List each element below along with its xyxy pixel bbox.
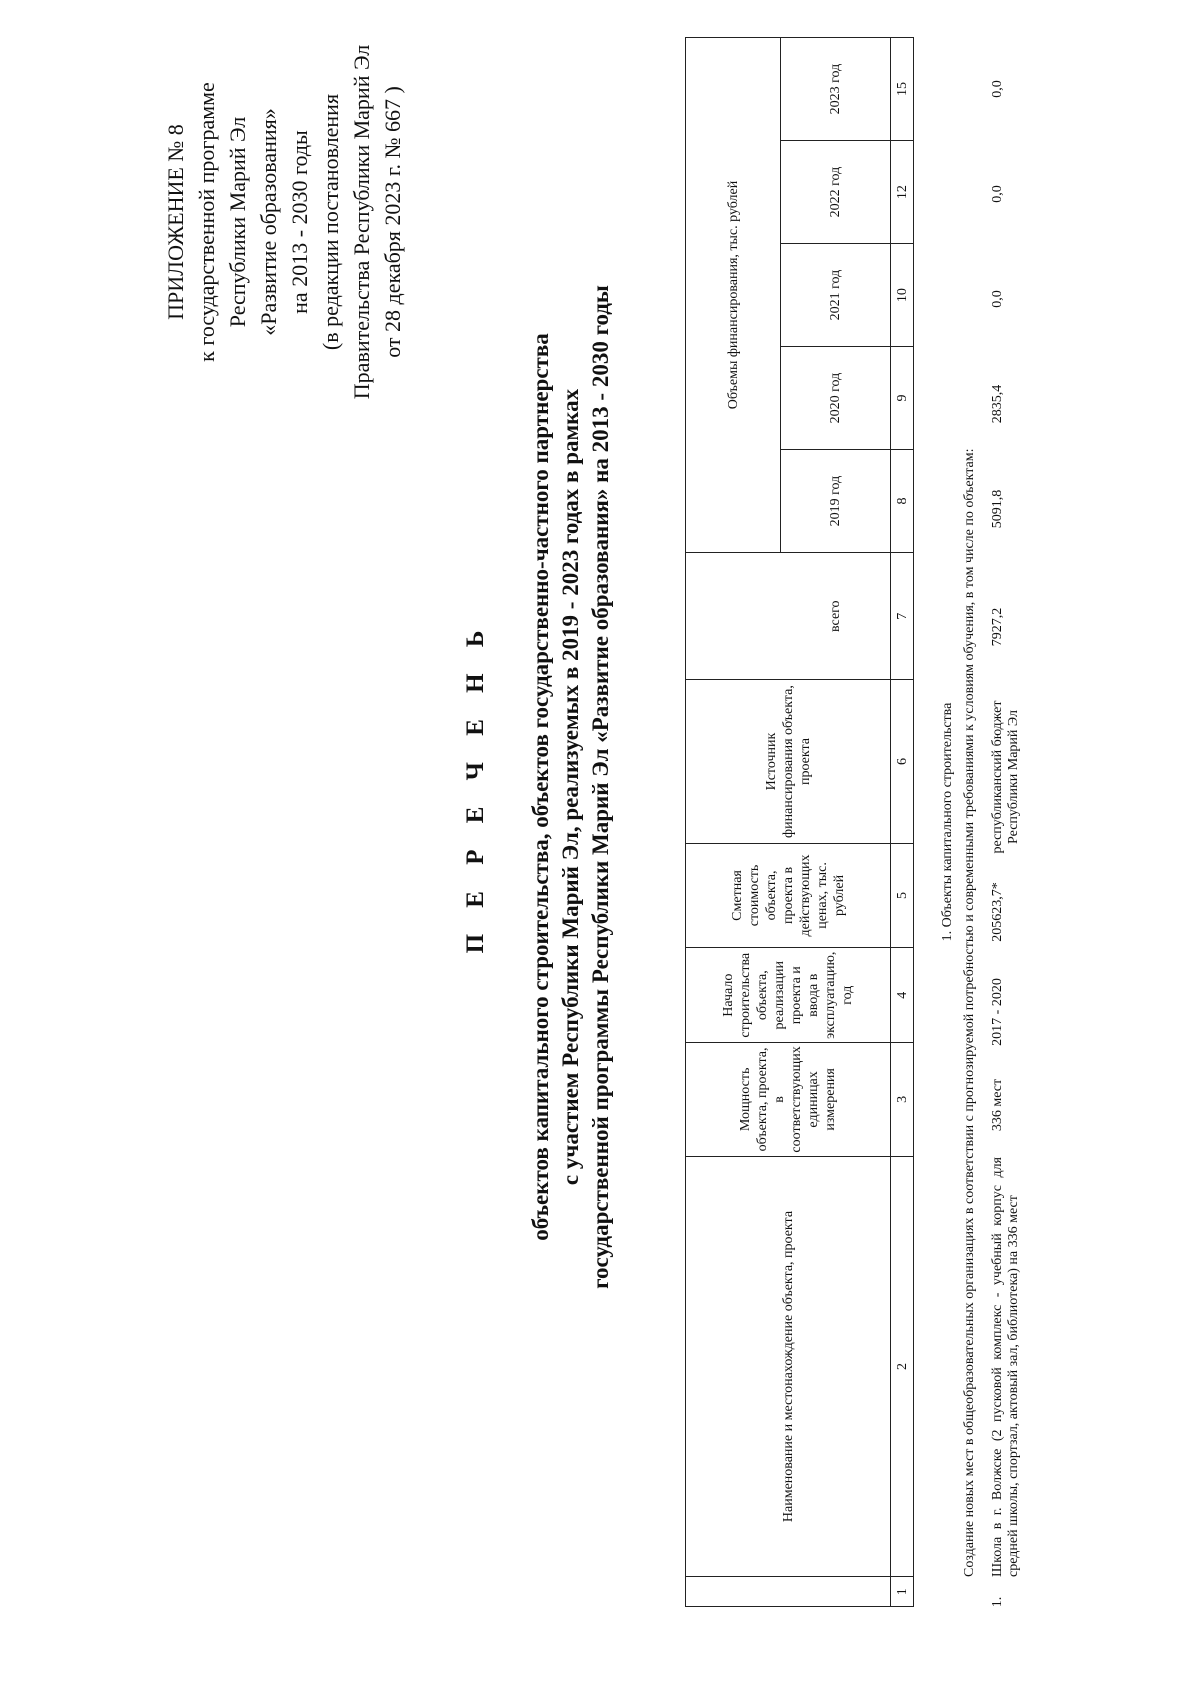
appendix-line: к государственной программе xyxy=(194,82,219,362)
appendix-line: Правительства Республики Марий Эл xyxy=(349,44,374,400)
column-numbers-row xyxy=(891,38,914,1607)
column-number: 1 xyxy=(891,1577,914,1607)
appendix-line: Республики Марий Эл xyxy=(225,116,250,328)
row-total: 7927,2 xyxy=(990,607,1005,647)
header-volumes: Объемы финансирования, тыс. рублей xyxy=(686,38,781,553)
section-title: 1. Объекты капитального строительства xyxy=(940,702,955,942)
column-number: 3 xyxy=(891,1043,914,1156)
title-line: государственной программы Республики Марий Эл «Развитие образования» на 2013 - 2030 годы xyxy=(588,285,613,1289)
row-source: республиканский бюджет Республики Марий Эл xyxy=(990,700,1021,854)
appendix-line: от 28 декабря 2023 г. № 667 ) xyxy=(380,86,405,358)
column-number: 8 xyxy=(891,450,914,553)
column-number: 4 xyxy=(891,948,914,1043)
row-2021: 0,0 xyxy=(990,290,1005,308)
column-number: 12 xyxy=(891,141,914,244)
appendix-line: ПРИЛОЖЕНИЕ № 8 xyxy=(163,124,188,320)
row-years: 2017 - 2020 xyxy=(990,978,1005,1046)
title-line: объектов капитального строительства, объектов государственно-частного партнерства xyxy=(528,333,553,1241)
header-source: Источник финансирования объекта, проекта xyxy=(686,680,891,843)
row-name: Школа в г. Волжске (2 пусковой комплекс - учебный корпус для средней школы, спортзал, актовый зал, библиотека) на 336 мест xyxy=(990,1157,1021,1577)
appendix-block xyxy=(160,2,408,442)
row-number: 1. xyxy=(990,1596,1005,1608)
objects-table xyxy=(685,37,914,1607)
row-2022: 0,0 xyxy=(990,185,1005,203)
title-main: П Е Р Е Ч Е Н Ь xyxy=(462,620,489,954)
header-total: всего xyxy=(781,553,891,680)
column-number: 6 xyxy=(891,680,914,843)
header-start: Начало строительства объекта, реализации проекта и ввода в эксплуатацию, год xyxy=(686,948,891,1043)
section-note: Создание новых мест в общеобразовательных организациях в соответствии с прогнозируемой потребностью и современными требованиями к условиям обучения, в том числе по объектам: xyxy=(962,448,977,1577)
header-2022: 2022 год xyxy=(781,141,891,244)
header-2023: 2023 год xyxy=(781,38,891,141)
row-2019: 5091,8 xyxy=(990,489,1005,529)
header-total-top xyxy=(686,553,781,680)
row-cost: 205623,7* xyxy=(990,882,1005,942)
header-2020: 2020 год xyxy=(781,347,891,450)
column-number: 15 xyxy=(891,38,914,141)
column-number: 9 xyxy=(891,347,914,450)
header-num xyxy=(686,1577,891,1607)
column-number: 5 xyxy=(891,843,914,948)
appendix-line: на 2013 - 2030 годы xyxy=(287,130,312,314)
column-number: 7 xyxy=(891,553,914,680)
title-line: с участием Республики Марий Эл, реализуемых в 2019 - 2023 годах в рамках xyxy=(558,388,583,1186)
table-row xyxy=(990,37,1060,1617)
column-number: 2 xyxy=(891,1156,914,1577)
header-name: Наименование и местонахождение объекта, проекта xyxy=(686,1156,891,1577)
column-number: 10 xyxy=(891,244,914,347)
appendix-line: (в редакции постановления xyxy=(318,93,343,351)
header-2019: 2019 год xyxy=(781,450,891,553)
document-title xyxy=(462,97,616,1477)
header-2021: 2021 год xyxy=(781,244,891,347)
header-cost: Сметная стоимость объекта, проекта в действующих ценах, тыс. рублей xyxy=(686,843,891,948)
header-capacity: Мощность объекта, проекта, в соответствующих единицах измерения xyxy=(686,1043,891,1156)
row-2023: 0,0 xyxy=(990,80,1005,98)
row-capacity: 336 мест xyxy=(990,1078,1005,1132)
appendix-line: «Развитие образования» xyxy=(256,108,281,336)
row-2020: 2835,4 xyxy=(990,384,1005,424)
